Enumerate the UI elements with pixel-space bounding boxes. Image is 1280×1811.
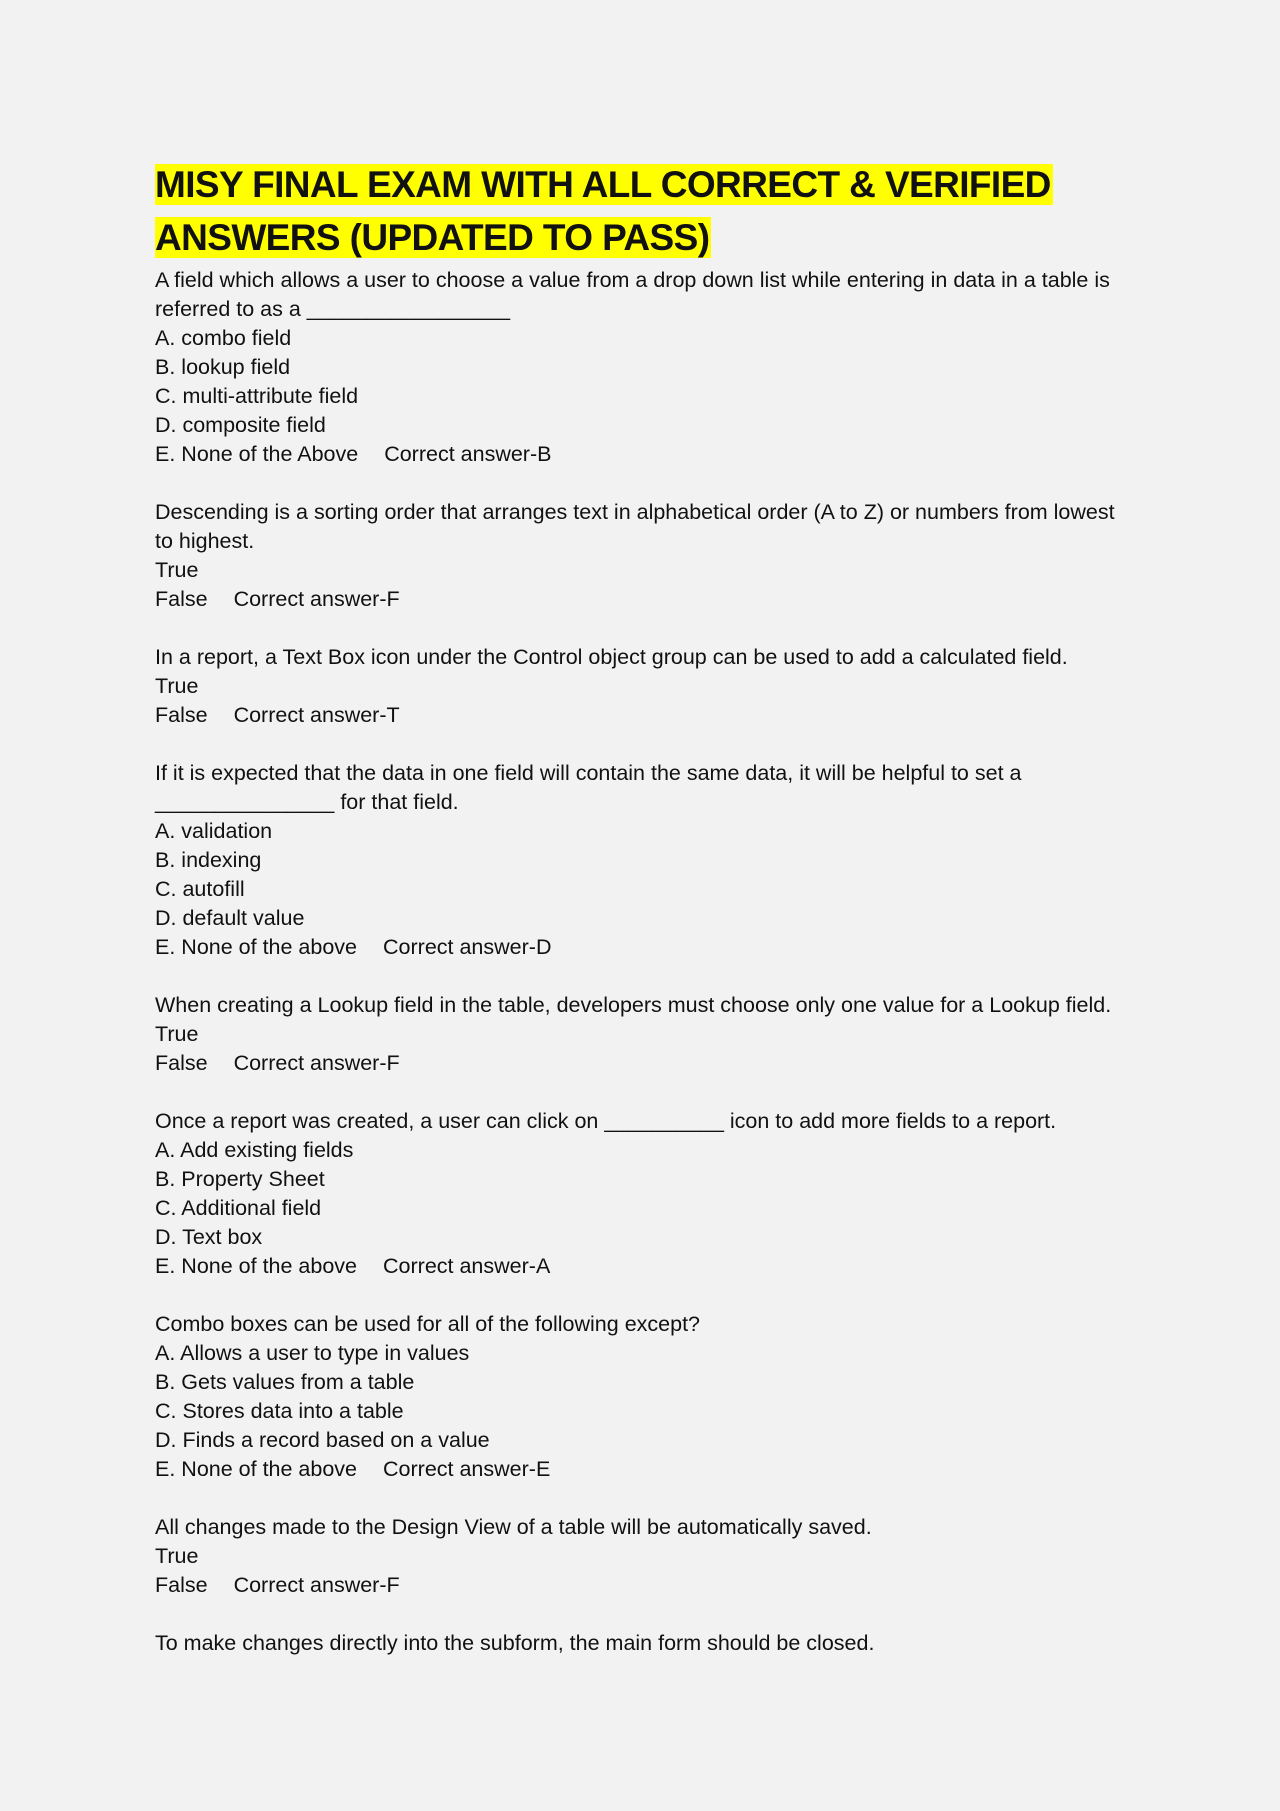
correct-answer: Correct answer-B bbox=[384, 442, 552, 466]
option-text: D. default value bbox=[155, 906, 305, 930]
question-option bbox=[155, 1136, 1135, 1165]
question-item bbox=[155, 991, 1135, 1078]
question-option bbox=[155, 1252, 1135, 1281]
question-prompt: To make changes directly into the subform, the main form should be closed. bbox=[155, 1631, 875, 1655]
question-option bbox=[155, 846, 1135, 875]
question-option bbox=[155, 1455, 1135, 1484]
question-option bbox=[155, 585, 1135, 614]
option-text: C. Additional field bbox=[155, 1196, 322, 1220]
document-title-line-2: ANSWERS (UPDATED TO PASS) bbox=[155, 217, 710, 258]
question-item bbox=[155, 1310, 1135, 1484]
question-option bbox=[155, 672, 1135, 701]
question-prompt: Combo boxes can be used for all of the following except? bbox=[155, 1312, 700, 1336]
correct-answer: Correct answer-T bbox=[233, 703, 400, 727]
correct-answer: Correct answer-F bbox=[233, 587, 400, 611]
option-text: D. Text box bbox=[155, 1225, 263, 1249]
question-option bbox=[155, 701, 1135, 730]
question-option bbox=[155, 353, 1135, 382]
question-prompt: If it is expected that the data in one field will contain the same data, it will be helpful to set a _______________ for that field. bbox=[155, 761, 1028, 814]
option-text: E. None of the above bbox=[155, 935, 358, 959]
option-text: B. Property Sheet bbox=[155, 1167, 325, 1191]
option-text: C. Stores data into a table bbox=[155, 1399, 404, 1423]
correct-answer: Correct answer-A bbox=[383, 1254, 551, 1278]
option-text: C. autofill bbox=[155, 877, 245, 901]
question-item bbox=[155, 643, 1135, 730]
option-text: A. Add existing fields bbox=[155, 1138, 354, 1162]
option-text: E. None of the above bbox=[155, 1254, 358, 1278]
question-option bbox=[155, 817, 1135, 846]
question-option bbox=[155, 1339, 1135, 1368]
document-title bbox=[155, 158, 1135, 264]
question-prompt: In a report, a Text Box icon under the Control object group can be used to add a calculated field. bbox=[155, 645, 1068, 669]
question-item bbox=[155, 498, 1135, 614]
question-option bbox=[155, 411, 1135, 440]
question-prompt: Descending is a sorting order that arranges text in alphabetical order (A to Z) or numbers from lowest to highest. bbox=[155, 500, 1121, 553]
document-content bbox=[155, 158, 1135, 1687]
option-text: A. combo field bbox=[155, 326, 292, 350]
question-option bbox=[155, 1426, 1135, 1455]
question-prompt: Once a report was created, a user can click on __________ icon to add more fields to a report. bbox=[155, 1109, 1057, 1133]
option-text: True bbox=[155, 558, 199, 582]
question-option bbox=[155, 1020, 1135, 1049]
option-text: True bbox=[155, 1022, 199, 1046]
question-prompt: All changes made to the Design View of a table will be automatically saved. bbox=[155, 1515, 872, 1539]
question-list bbox=[155, 266, 1135, 1658]
question-option bbox=[155, 1223, 1135, 1252]
question-option bbox=[155, 1571, 1135, 1600]
question-option bbox=[155, 1194, 1135, 1223]
question-item bbox=[155, 759, 1135, 962]
question-prompt: When creating a Lookup field in the table, developers must choose only one value for a Lookup field. bbox=[155, 993, 1112, 1017]
question-option bbox=[155, 556, 1135, 585]
option-text: True bbox=[155, 1544, 199, 1568]
question-option bbox=[155, 1049, 1135, 1078]
question-option bbox=[155, 1368, 1135, 1397]
question-item bbox=[155, 1513, 1135, 1600]
option-text: D. composite field bbox=[155, 413, 326, 437]
question-option bbox=[155, 904, 1135, 933]
option-text: C. multi-attribute field bbox=[155, 384, 359, 408]
question-option bbox=[155, 324, 1135, 353]
correct-answer: Correct answer-D bbox=[383, 935, 552, 959]
question-option bbox=[155, 440, 1135, 469]
option-text: True bbox=[155, 674, 199, 698]
option-text: False bbox=[155, 703, 208, 727]
question-option bbox=[155, 933, 1135, 962]
option-text: False bbox=[155, 1051, 208, 1075]
question-item bbox=[155, 266, 1135, 469]
option-text: False bbox=[155, 1573, 208, 1597]
option-text: B. lookup field bbox=[155, 355, 291, 379]
option-text: D. Finds a record based on a value bbox=[155, 1428, 490, 1452]
question-option bbox=[155, 1397, 1135, 1426]
question-option bbox=[155, 1542, 1135, 1571]
question-item bbox=[155, 1107, 1135, 1281]
correct-answer: Correct answer-F bbox=[233, 1573, 400, 1597]
document-title-line-1: MISY FINAL EXAM WITH ALL CORRECT & VERIFIED bbox=[155, 164, 1051, 205]
option-text: A. Allows a user to type in values bbox=[155, 1341, 470, 1365]
question-option bbox=[155, 875, 1135, 904]
question-prompt: A field which allows a user to choose a value from a drop down list while entering in data in a table is referred to as a _________________ bbox=[155, 268, 1116, 321]
question-option bbox=[155, 382, 1135, 411]
correct-answer: Correct answer-F bbox=[233, 1051, 400, 1075]
option-text: B. indexing bbox=[155, 848, 262, 872]
option-text: False bbox=[155, 587, 208, 611]
question-option bbox=[155, 1165, 1135, 1194]
option-text: E. None of the above bbox=[155, 1457, 358, 1481]
option-text: A. validation bbox=[155, 819, 273, 843]
option-text: E. None of the Above bbox=[155, 442, 359, 466]
question-item bbox=[155, 1629, 1135, 1658]
correct-answer: Correct answer-E bbox=[383, 1457, 551, 1481]
option-text: B. Gets values from a table bbox=[155, 1370, 415, 1394]
